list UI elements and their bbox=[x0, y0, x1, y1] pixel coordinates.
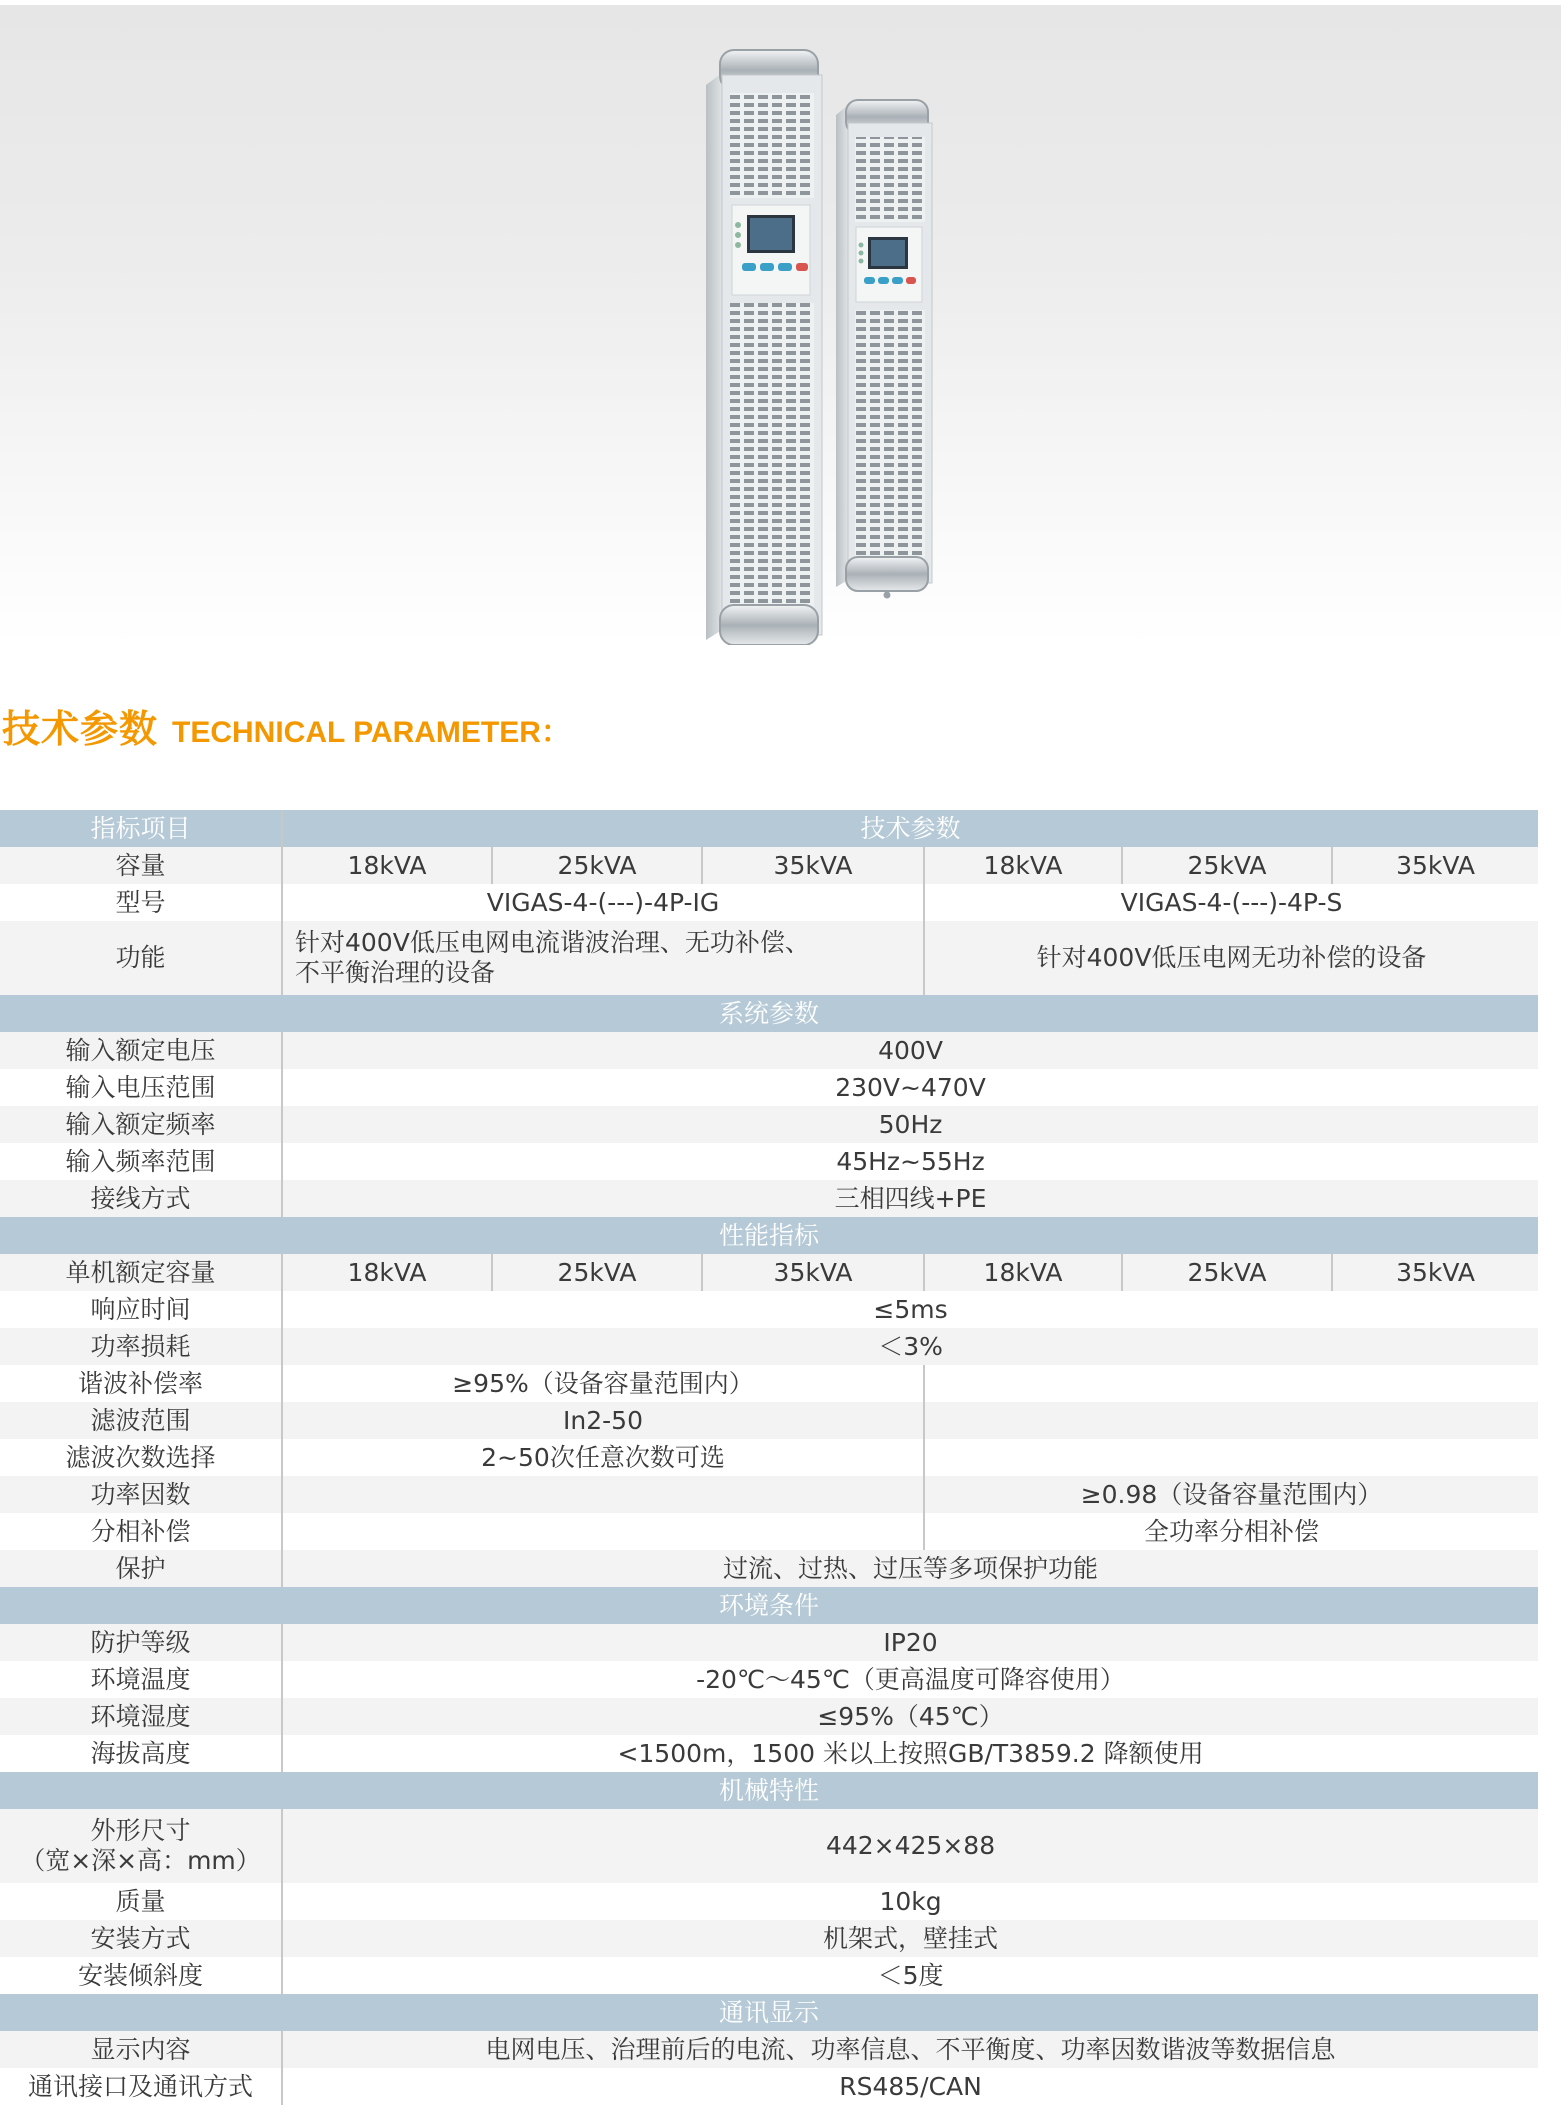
section-header bbox=[0, 995, 1538, 1032]
cell: 35kVA bbox=[1332, 1254, 1538, 1291]
section-header bbox=[0, 1772, 1538, 1809]
cell: 35kVA bbox=[702, 847, 924, 884]
cell-s: 针对400V低压电网无功补偿的设备 bbox=[924, 921, 1538, 995]
table-header bbox=[0, 810, 1538, 847]
cell: 230V~470V bbox=[282, 1069, 1538, 1106]
table-row bbox=[0, 1143, 1538, 1180]
cell-ig: 2~50次任意次数可选 bbox=[282, 1439, 924, 1476]
title-en: TECHNICAL PARAMETER： bbox=[172, 716, 571, 749]
row-label: 功率损耗 bbox=[0, 1328, 282, 1365]
cell: RS485/CAN bbox=[282, 2068, 1538, 2105]
table-row bbox=[0, 2068, 1538, 2105]
table-row bbox=[0, 1624, 1538, 1661]
cell-s: 全功率分相补偿 bbox=[924, 1513, 1538, 1550]
cell: 18kVA bbox=[282, 847, 492, 884]
table-row bbox=[0, 1513, 1538, 1550]
product-image bbox=[0, 5, 1561, 645]
small-unit bbox=[836, 100, 932, 599]
cell: 442×425×88 bbox=[282, 1809, 1538, 1883]
row-label: 响应时间 bbox=[0, 1291, 282, 1328]
cell-ig: In2-50 bbox=[282, 1402, 924, 1439]
cell-ig: VIGAS-4-(---)-4P-IG bbox=[282, 884, 924, 921]
table-row bbox=[0, 884, 1538, 921]
section-label: 机械特性 bbox=[0, 1772, 1538, 1809]
row-label: 安装方式 bbox=[0, 1920, 282, 1957]
cell: 18kVA bbox=[924, 1254, 1122, 1291]
table-row bbox=[0, 1069, 1538, 1106]
section-label: 通讯显示 bbox=[0, 1994, 1538, 2031]
section-title bbox=[2, 703, 571, 753]
table-row bbox=[0, 1698, 1538, 1735]
cell-s: ≥0.98（设备容量范围内） bbox=[924, 1476, 1538, 1513]
row-label: 质量 bbox=[0, 1883, 282, 1920]
cell: ＜5度 bbox=[282, 1957, 1538, 1994]
row-label: 谐波补偿率 bbox=[0, 1365, 282, 1402]
section-label: 系统参数 bbox=[0, 995, 1538, 1032]
table-row bbox=[0, 1920, 1538, 1957]
cell: 18kVA bbox=[282, 1254, 492, 1291]
cell: ≤5ms bbox=[282, 1291, 1538, 1328]
table-row bbox=[0, 1328, 1538, 1365]
row-label: 分相补偿 bbox=[0, 1513, 282, 1550]
row-label: 输入额定频率 bbox=[0, 1106, 282, 1143]
cell: 25kVA bbox=[492, 847, 702, 884]
table-row bbox=[0, 1661, 1538, 1698]
row-label: 防护等级 bbox=[0, 1624, 282, 1661]
cell: -20℃～45℃（更高温度可降容使用） bbox=[282, 1661, 1538, 1698]
table-row bbox=[0, 1883, 1538, 1920]
row-label: 滤波次数选择 bbox=[0, 1439, 282, 1476]
cell-s bbox=[924, 1365, 1538, 1402]
table-row bbox=[0, 847, 1538, 884]
table-row bbox=[0, 1291, 1538, 1328]
cell: <1500m，1500 米以上按照GB/T3859.2 降额使用 bbox=[282, 1735, 1538, 1772]
section-label: 环境条件 bbox=[0, 1587, 1538, 1624]
cell: 电网电压、治理前后的电流、功率信息、不平衡度、功率因数谐波等数据信息 bbox=[282, 2031, 1538, 2068]
title-cn: 技术参数 bbox=[2, 707, 159, 751]
cell-ig bbox=[282, 1513, 924, 1550]
table-row bbox=[0, 1402, 1538, 1439]
row-label: 型号 bbox=[0, 884, 282, 921]
header-item-col: 指标项目 bbox=[0, 810, 282, 847]
section-header bbox=[0, 1217, 1538, 1254]
cell: 10kg bbox=[282, 1883, 1538, 1920]
row-label: 环境温度 bbox=[0, 1661, 282, 1698]
section-label: 性能指标 bbox=[0, 1217, 1538, 1254]
table-row bbox=[0, 1550, 1538, 1587]
row-label: 滤波范围 bbox=[0, 1402, 282, 1439]
row-label: 安装倾斜度 bbox=[0, 1957, 282, 1994]
table-row bbox=[0, 1476, 1538, 1513]
table-row bbox=[0, 1809, 1538, 1883]
cell: 机架式，壁挂式 bbox=[282, 1920, 1538, 1957]
row-label: 海拔高度 bbox=[0, 1735, 282, 1772]
row-label bbox=[0, 1809, 282, 1883]
cell-line: 针对400V低压电网电流谐波治理、无功补偿、 bbox=[295, 928, 810, 957]
row-label: 容量 bbox=[0, 847, 282, 884]
cell: 25kVA bbox=[1122, 847, 1332, 884]
row-label: 保护 bbox=[0, 1550, 282, 1587]
cell-ig bbox=[282, 921, 924, 995]
row-label: 功率因数 bbox=[0, 1476, 282, 1513]
cell: ＜3% bbox=[282, 1328, 1538, 1365]
section-header bbox=[0, 1587, 1538, 1624]
cell-s bbox=[924, 1439, 1538, 1476]
table-row bbox=[0, 1106, 1538, 1143]
header-param-col: 技术参数 bbox=[282, 810, 1538, 847]
table-row bbox=[0, 1032, 1538, 1069]
cell-line: 不平衡治理的设备 bbox=[295, 958, 496, 987]
row-label: 通讯接口及通讯方式 bbox=[0, 2068, 282, 2105]
row-label: 单机额定容量 bbox=[0, 1254, 282, 1291]
row-label: 显示内容 bbox=[0, 2031, 282, 2068]
cell: 25kVA bbox=[1122, 1254, 1332, 1291]
cell: ≤95%（45℃） bbox=[282, 1698, 1538, 1735]
cell: 25kVA bbox=[492, 1254, 702, 1291]
table-row bbox=[0, 1365, 1538, 1402]
row-label: 环境湿度 bbox=[0, 1698, 282, 1735]
row-label: 接线方式 bbox=[0, 1180, 282, 1217]
product-image-area bbox=[0, 5, 1561, 645]
cell: 18kVA bbox=[924, 847, 1122, 884]
table-row bbox=[0, 1439, 1538, 1476]
large-unit bbox=[706, 50, 822, 645]
cell: 400V bbox=[282, 1032, 1538, 1069]
row-label: 输入频率范围 bbox=[0, 1143, 282, 1180]
cell: 45Hz~55Hz bbox=[282, 1143, 1538, 1180]
row-label: 输入电压范围 bbox=[0, 1069, 282, 1106]
section-header bbox=[0, 1994, 1538, 2031]
cell-ig bbox=[282, 1476, 924, 1513]
cell: 过流、过热、过压等多项保护功能 bbox=[282, 1550, 1538, 1587]
table-row bbox=[0, 1254, 1538, 1291]
table-row bbox=[0, 1180, 1538, 1217]
label-line: （宽×深×高：mm） bbox=[20, 1846, 261, 1875]
table-row bbox=[0, 921, 1538, 995]
row-label: 功能 bbox=[0, 921, 282, 995]
cell: 35kVA bbox=[1332, 847, 1538, 884]
cell: 35kVA bbox=[702, 1254, 924, 1291]
cell-s bbox=[924, 1402, 1538, 1439]
cell: IP20 bbox=[282, 1624, 1538, 1661]
cell: 50Hz bbox=[282, 1106, 1538, 1143]
table-row bbox=[0, 1957, 1538, 1994]
cell-ig: ≥95%（设备容量范围内） bbox=[282, 1365, 924, 1402]
cell-s: VIGAS-4-(---)-4P-S bbox=[924, 884, 1538, 921]
cell: 三相四线+PE bbox=[282, 1180, 1538, 1217]
spec-table bbox=[0, 810, 1538, 2105]
table-row bbox=[0, 2031, 1538, 2068]
label-line: 外形尺寸 bbox=[90, 1816, 191, 1845]
table-row bbox=[0, 1735, 1538, 1772]
row-label: 输入额定电压 bbox=[0, 1032, 282, 1069]
